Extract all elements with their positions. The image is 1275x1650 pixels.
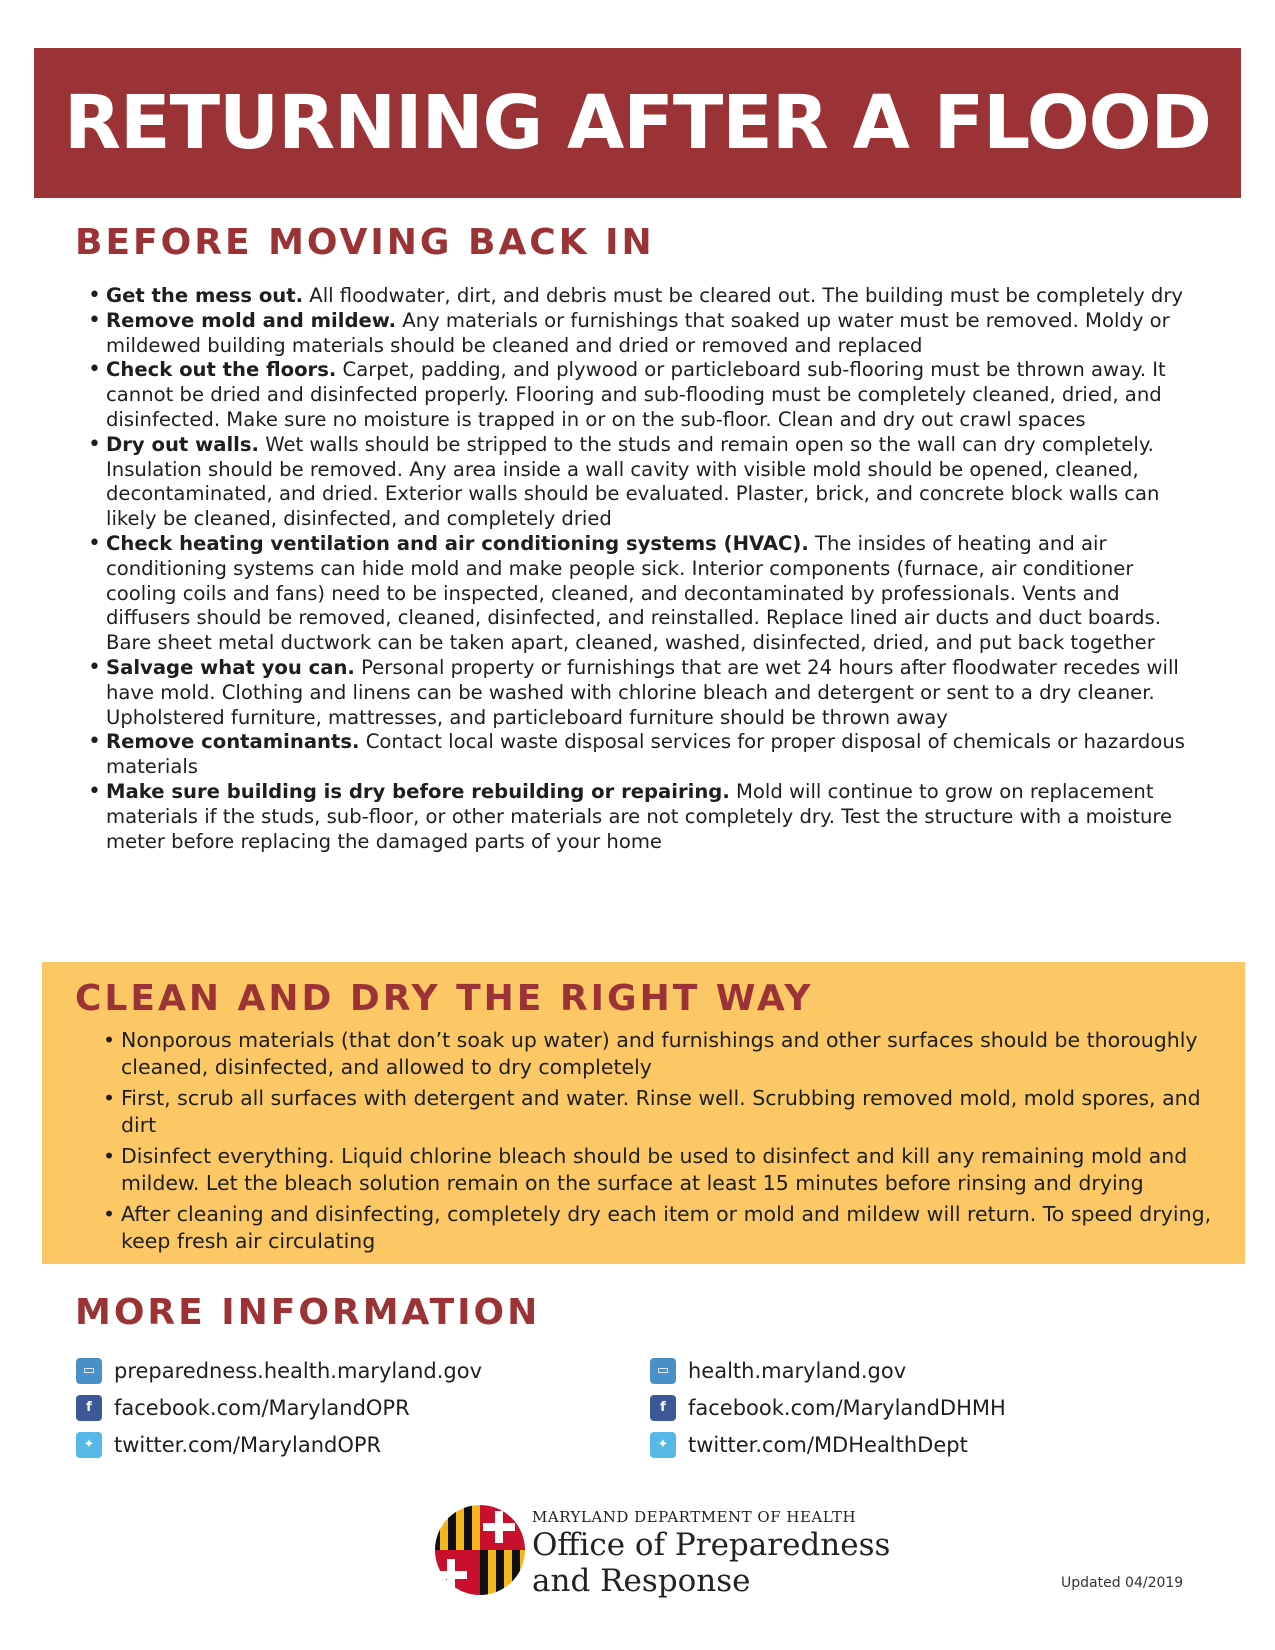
bullet-icon: • [88, 431, 101, 457]
clean-dry-list [103, 1027, 1223, 1259]
link-text[interactable]: preparedness.health.maryland.gov [114, 1358, 482, 1383]
list-item [88, 656, 1198, 730]
facebook-link-opr[interactable] [76, 1389, 482, 1426]
links-right-column [650, 1352, 1006, 1463]
dept-name: MARYLAND DEPARTMENT OF HEALTH [532, 1508, 857, 1526]
item-text: Carpet, padding, and plywood or particleboard sub-flooring must be thrown away. It cannot be dried and disinfected properly. Flooring and sub-flooding must be completely cleaned, dried, and disinfected. Make sure no moisture is trapped in or on the sub-floor. Clean and dry out crawl spaces [106, 358, 1166, 431]
facebook-icon: f [76, 1395, 102, 1421]
item-text: Mold will continue to grow on replacement materials if the studs, sub-floor, or other materials are not completely dry. Test the structure with a moisture meter before replacing the damaged parts of your home [106, 779, 1173, 853]
item-text: Any materials or furnishings that soaked up water must be removed. Moldy or mildewed building materials should be cleaned and dried or removed and replaced [106, 308, 1170, 357]
twitter-link-mdhealth[interactable] [650, 1426, 1006, 1463]
more-info-heading: MORE INFORMATION [75, 1292, 541, 1333]
bullet-icon: • [103, 1086, 116, 1110]
item-text: First, scrub all surfaces with detergent and water. Rinse well. Scrubbing removed mold, mold spores, and dirt [121, 1086, 1201, 1137]
twitter-link-opr[interactable] [76, 1426, 482, 1463]
website-link-opr[interactable] [76, 1352, 482, 1389]
website-link-health[interactable] [650, 1352, 1006, 1389]
list-item [88, 309, 1198, 359]
office-name-line2: and Response [532, 1563, 751, 1599]
bullet-icon: • [88, 654, 101, 680]
computer-icon: ▭ [76, 1358, 102, 1384]
list-item [88, 730, 1198, 780]
logo-text [532, 1508, 890, 1598]
item-text: Nonporous materials (that don’t soak up water) and furnishings and other surfaces should be thoroughly cleaned, disinfected, and allowed to dry completely [121, 1028, 1198, 1079]
computer-icon: ▭ [650, 1358, 676, 1384]
list-item [88, 433, 1198, 532]
updated-date: Updated 04/2019 [1061, 1575, 1184, 1591]
link-text[interactable]: twitter.com/MarylandOPR [114, 1432, 382, 1457]
item-text: Contact local waste disposal services for proper disposal of chemicals or hazardous materials [106, 730, 1185, 779]
item-lead: Dry out walls. [106, 432, 259, 456]
item-text: All floodwater, dirt, and debris must be cleared out. The building must be completely dry [303, 284, 1183, 307]
links-left-column [76, 1352, 482, 1463]
item-text: Personal property or furnishings that are wet 24 hours after floodwater recedes will have mold. Clothing and linens can be washed with chlorine bleach and detergent or sent to a dry cleaner. Upholstered furniture, mattresses, and particleboard furniture should be thrown away [106, 655, 1179, 729]
item-lead: Make sure building is dry before rebuilding or repairing. [106, 779, 730, 803]
opr-logo [432, 1500, 891, 1610]
item-text: Wet walls should be stripped to the studs and remain open so the wall can dry completely. Insulation should be removed. Any area inside a wall cavity with visible mold should be opened, cleaned, decontaminated, and dried. Exterior walls should be evaluated. Plaster, brick, and concrete block walls can likely be cleaned, disinfected, and completely dried [106, 432, 1160, 531]
before-moving-heading: BEFORE MOVING BACK IN [75, 222, 655, 263]
bullet-icon: • [103, 1202, 116, 1226]
bullet-icon: • [88, 283, 101, 308]
clean-dry-heading: CLEAN AND DRY THE RIGHT WAY [75, 978, 814, 1019]
bullet-icon: • [103, 1028, 116, 1052]
item-text: After cleaning and disinfecting, completely dry each item or mold and mildew will return. To speed drying, keep fresh air circulating [121, 1202, 1212, 1253]
link-text[interactable]: twitter.com/MDHealthDept [688, 1432, 968, 1457]
bullet-icon: • [88, 530, 101, 556]
link-text[interactable]: facebook.com/MarylandDHMH [688, 1395, 1006, 1420]
bullet-icon: • [103, 1144, 116, 1168]
title-banner [34, 48, 1241, 198]
list-item [88, 358, 1198, 432]
item-lead: Remove mold and mildew. [106, 308, 397, 332]
list-item [88, 532, 1198, 656]
list-item [88, 780, 1198, 854]
list-item [103, 1027, 1223, 1081]
list-item [103, 1085, 1223, 1139]
list-item [103, 1143, 1223, 1197]
twitter-icon: ✦ [76, 1432, 102, 1458]
bullet-icon: • [88, 307, 101, 333]
office-name-line1: Office of Preparedness [532, 1527, 891, 1563]
link-text[interactable]: health.maryland.gov [688, 1358, 907, 1383]
bullet-icon: • [88, 357, 101, 383]
link-text[interactable]: facebook.com/MarylandOPR [114, 1395, 410, 1420]
twitter-icon: ✦ [650, 1432, 676, 1458]
bullet-icon: • [88, 778, 101, 804]
facebook-icon: f [650, 1395, 676, 1421]
bullet-icon: • [88, 729, 101, 755]
list-item [103, 1201, 1223, 1255]
before-moving-list [88, 284, 1198, 854]
item-lead: Remove contaminants. [106, 730, 360, 754]
page-title: RETURNING AFTER A FLOOD [64, 80, 1211, 166]
item-lead: Check heating ventilation and air conditioning systems (HVAC). [106, 531, 809, 555]
facebook-link-dhmh[interactable] [650, 1389, 1006, 1426]
item-lead: Check out the floors. [106, 358, 337, 382]
item-lead: Get the mess out. [106, 284, 304, 307]
item-text: The insides of heating and air conditioning systems can hide mold and make people sick. Interior components (furnace, air conditioner cooling coils and fans) need to be inspected, cleaned, and decontaminated by professionals. Vents and diffusers should be removed, cleaned, disinfected, and reinstalled. Replace lined air ducts and duct boards. Bare sheet metal ductwork can be taken apart, cleaned, washed, disinfected, dried, and put back together [106, 531, 1161, 655]
maryland-flag-emblem-icon [432, 1500, 528, 1600]
item-lead: Salvage what you can. [106, 655, 355, 679]
list-item [88, 284, 1198, 309]
item-text: Disinfect everything. Liquid chlorine bleach should be used to disinfect and kill any remaining mold and mildew. Let the bleach solution remain on the surface at least 15 minutes before rinsing and drying [121, 1144, 1188, 1195]
